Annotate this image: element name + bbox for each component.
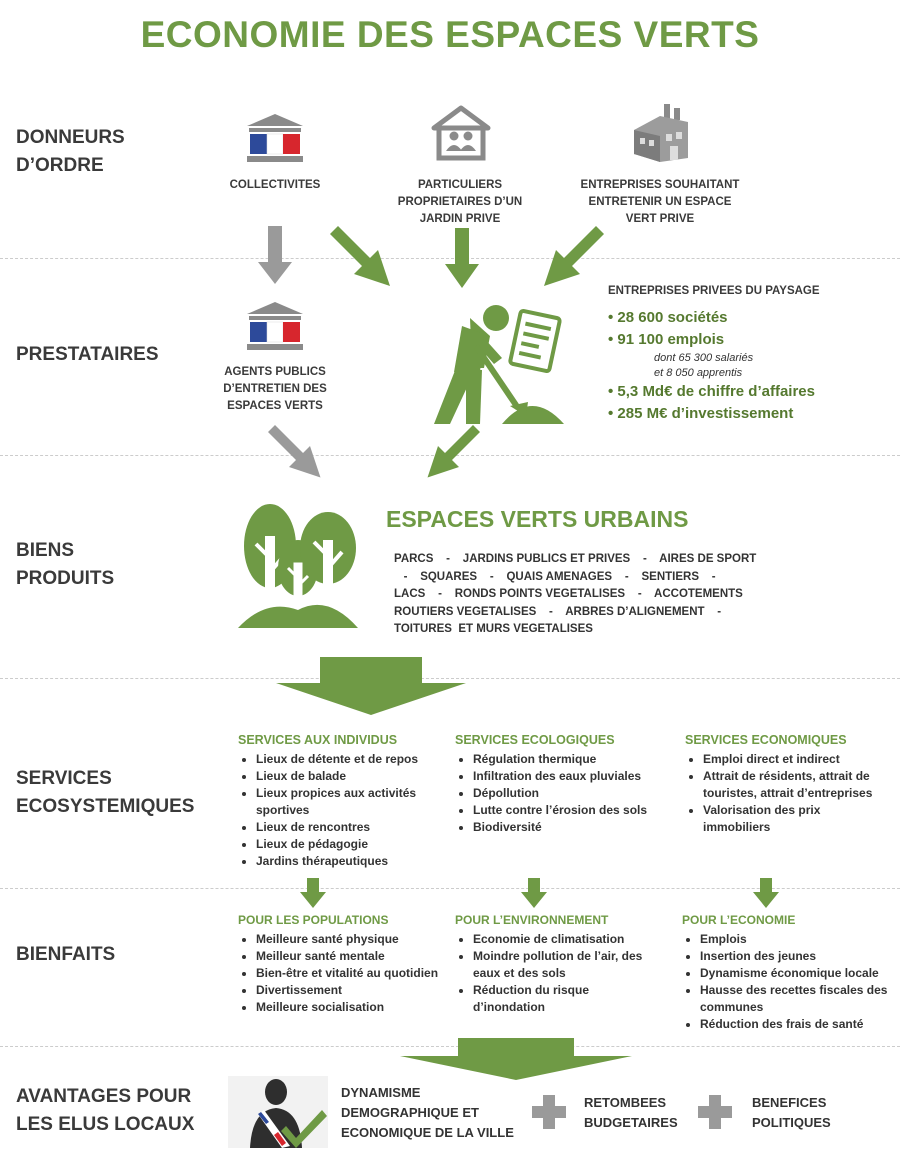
services-individus-list [238, 751, 448, 870]
list-item: • Dépollution [473, 785, 665, 802]
collectivites-label: COLLECTIVITES [229, 179, 321, 191]
row-label-biens [16, 537, 114, 593]
caption-line: ENTRETENIR UN ESPACE [588, 196, 732, 208]
bienfaits-populations [238, 913, 448, 1016]
agents-label [200, 364, 350, 415]
espaces-verts-title: ESPACES VERTS URBAINS [386, 506, 689, 532]
avantage-line: POLITIQUES [752, 1115, 831, 1130]
services-individus-heading: SERVICES AUX INDIVIDUS [238, 733, 398, 747]
list-item: • Attrait de résidents, attrait de touristes, attrait d’entreprises [703, 768, 890, 802]
list-item: • Infiltration des eaux pluviales [473, 768, 665, 785]
list-item: • Insertion des jeunes [700, 948, 894, 965]
caption-line: PARTICULIERS [417, 179, 503, 191]
factory-icon [630, 102, 692, 164]
plus-icon [532, 1095, 566, 1129]
arrow-diagonal-green-icon [540, 226, 604, 290]
espaces-verts-line: LACS - RONDS POINTS VEGETALISES - ACCOTEMENTS [394, 588, 743, 600]
caption-line: AGENTS PUBLICS [224, 366, 326, 378]
espaces-verts-line: - SQUARES - QUAIS AMENAGES - SENTIERS - [394, 570, 716, 583]
list-item: • Biodiversité [473, 819, 665, 836]
row-label-donneurs [16, 124, 125, 180]
arrow-down-green-icon [300, 878, 326, 908]
services-ecologiques-heading: SERVICES ECOLOGIQUES [455, 733, 615, 747]
caption-line: ESPACES VERTS [227, 400, 323, 412]
bienfaits-environnement [455, 913, 660, 1016]
list-item: • Jardins thérapeutiques [256, 853, 448, 870]
french-flag-building-icon [245, 112, 305, 164]
services-economiques-heading: SERVICES ECONOMIQUES [685, 733, 847, 747]
row-label-line: BIENS [16, 540, 75, 561]
services-economiques [685, 733, 890, 836]
avantage-line: BUDGETAIRES [584, 1115, 678, 1130]
list-item: • Economie de climatisation [473, 931, 660, 948]
bienfaits-environnement-heading: POUR L’ENVIRONNEMENT [455, 913, 609, 927]
row-label-services [16, 765, 194, 821]
arrow-down-green-icon [445, 228, 479, 288]
row-label-avantages [16, 1083, 194, 1139]
avantage-line: DYNAMISME [341, 1085, 421, 1100]
stats-heading: ENTREPRISES PRIVEES DU PAYSAGE [608, 285, 820, 297]
list-item: • Lieux de rencontres [256, 819, 448, 836]
row-label-line: SERVICES [16, 768, 112, 789]
avantage-line: DEMOGRAPHIQUE ET [341, 1105, 479, 1120]
avantage-line: ECONOMIQUE DE LA VILLE [341, 1125, 514, 1140]
list-item: • Bien-être et vitalité au quotidien [256, 965, 448, 982]
caption-line: PROPRIETAIRES D’UN [397, 196, 523, 208]
row-label-line: ECOSYSTEMIQUES [16, 796, 195, 817]
bienfaits-populations-heading: POUR LES POPULATIONS [238, 913, 389, 927]
arrow-down-green-icon [753, 878, 779, 908]
big-arrow-down-icon [276, 657, 466, 715]
list-item: • Régulation thermique [473, 751, 665, 768]
list-item: • Lieux propices aux activités sportives [256, 785, 448, 819]
avantage-retombees [584, 1093, 704, 1133]
espaces-verts-line: PARCS - JARDINS PUBLICS ET PRIVES - AIRES DE SPORT [394, 553, 757, 565]
avantage-benefices [752, 1093, 872, 1133]
arrow-down-green-icon [521, 878, 547, 908]
avantage-line: BENEFICES [752, 1095, 827, 1110]
avantage-line: RETOMBEES [584, 1095, 667, 1110]
particuliers-label [370, 177, 550, 228]
espaces-verts-line: ROUTIERS VEGETALISES - ARBRES D’ALIGNEMENT - [394, 605, 722, 618]
page-title: ECONOMIE DES ESPACES VERTS [140, 14, 760, 55]
list-item: • Hausse des recettes fiscales des communes [700, 982, 894, 1016]
caption-line: JARDIN PRIVE [419, 213, 501, 225]
house-family-icon [432, 106, 490, 160]
list-item: • Emplois [700, 931, 894, 948]
bienfaits-populations-list [238, 931, 448, 1016]
list-item: • Réduction des frais de santé [700, 1016, 894, 1033]
stat-societes: • 28 600 sociétés [608, 307, 898, 329]
bienfaits-economie-heading: POUR L’ECONOMIE [682, 913, 796, 927]
stat-chiffre-affaires: • 5,3 Md€ de chiffre d’affaires [608, 381, 898, 403]
mayor-check-icon [228, 1076, 328, 1148]
list-item: • Divertissement [256, 982, 448, 999]
trees-icon [236, 498, 360, 630]
bienfaits-environnement-list [455, 931, 660, 1016]
list-item: • Emploi direct et indirect [703, 751, 890, 768]
services-economiques-list [685, 751, 890, 836]
stat-emplois: • 91 100 emplois [608, 329, 898, 351]
document-icon [505, 310, 565, 372]
row-label-bienfaits: BIENFAITS [16, 944, 116, 965]
list-item: • Meilleure socialisation [256, 999, 448, 1016]
row-label-prestataires: PRESTATAIRES [16, 344, 159, 365]
caption-line: D’ENTRETIEN DES [223, 383, 327, 395]
arrow-diagonal-green-icon [330, 226, 394, 290]
list-item: • Meilleure santé physique [256, 931, 448, 948]
arrow-diagonal-grey-icon [268, 425, 324, 481]
bienfaits-economie-list [682, 931, 894, 1033]
row-label-line: PRODUITS [16, 568, 115, 589]
list-item: • Moindre pollution de l’air, des eaux et des sols [473, 948, 660, 982]
espaces-verts-list [394, 551, 774, 639]
stat-investissement: • 285 M€ d’investissement [608, 403, 898, 425]
list-item: • Lutte contre l’érosion des sols [473, 802, 665, 819]
stat-apprentis: et 8 050 apprentis [654, 367, 743, 379]
plus-icon [698, 1095, 732, 1129]
arrow-down-grey-icon [258, 226, 292, 286]
list-item: • Lieux de balade [256, 768, 448, 785]
services-ecologiques-list [455, 751, 665, 836]
services-ecologiques [455, 733, 665, 836]
list-item: • Meilleur santé mentale [256, 948, 448, 965]
list-item: • Valorisation des prix immobiliers [703, 802, 890, 836]
list-item: • Réduction du risque d’inondation [473, 982, 660, 1016]
row-label-line: AVANTAGES POUR [16, 1086, 192, 1107]
arrow-diagonal-green-icon [424, 425, 480, 481]
stat-salaries: dont 65 300 salariés [654, 352, 754, 364]
caption-line: ENTREPRISES SOUHAITANT [580, 179, 740, 191]
entreprises-label [565, 177, 755, 228]
list-item: • Lieux de pédagogie [256, 836, 448, 853]
private-companies-stats [608, 285, 898, 425]
french-flag-building-icon [245, 300, 305, 352]
big-arrow-down-icon [400, 1038, 632, 1080]
caption-line: VERT PRIVE [625, 213, 695, 225]
row-label-line: LES ELUS LOCAUX [16, 1114, 195, 1135]
row-label-line: DONNEURS [16, 127, 125, 148]
list-item: • Lieux de détente et de repos [256, 751, 448, 768]
bienfaits-economie [682, 913, 894, 1033]
avantage-dynamisme [341, 1083, 531, 1143]
list-item: • Dynamisme économique locale [700, 965, 894, 982]
espaces-verts-line: TOITURES ET MURS VEGETALISES [394, 623, 593, 635]
row-label-line: D’ORDRE [16, 155, 104, 176]
services-individus [238, 733, 448, 870]
